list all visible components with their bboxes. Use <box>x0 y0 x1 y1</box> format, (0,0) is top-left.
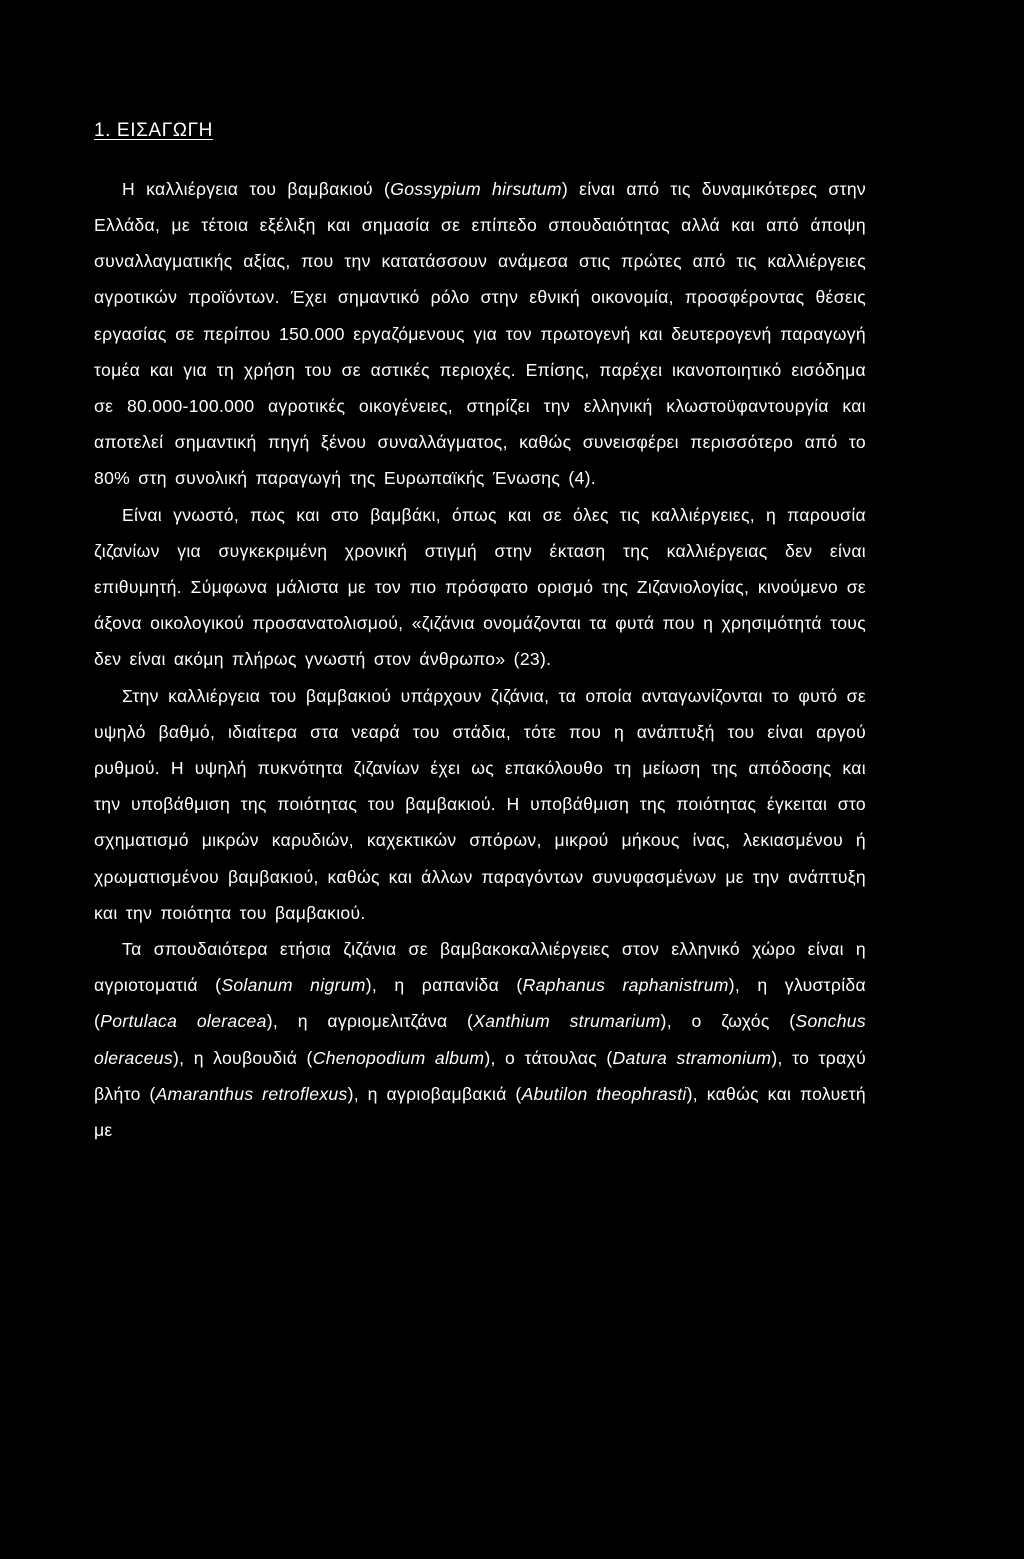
paragraph-4-text-6: ), η λουβουδιά ( <box>173 1047 313 1068</box>
paragraph-4-text-2: ), η ραπανίδα ( <box>365 975 523 996</box>
species-name-raphanus: Raphanus raphanistrum <box>522 975 729 996</box>
species-name-datura: Datura stramonium <box>612 1047 772 1068</box>
document-page <box>94 120 866 1148</box>
species-name-chenopodium: Chenopodium album <box>312 1047 485 1068</box>
species-name-abutilon: Abutilon theophrasti <box>521 1083 687 1104</box>
species-name-portulaca: Portulaca oleracea <box>100 1011 267 1032</box>
paragraph-1-part-2: ) είναι από τις δυναμικότερες στην Ελλάδα, με τέτοια εξέλιξη και σημασία σε επίπεδο σπουδαιότητας αλλά και από άποψη συναλλαγματικής αξίας, που την κατατάσσουν ανάμεσα στις πρώτες από τις καλλιέργειες αγροτικών προϊόντων. Έχει σημαντικό ρόλο στην εθνική οικονομία, προσφέροντας θέσεις εργασίας σε περίπου 150.000 εργαζόμενους για τον πρωτογενή και δευτερογενή παραγωγή τομέα και για τη χρήση του σε αστικές περιοχές. Επίσης, παρέχει ικανοποιητικό εισόδημα σε 80.000-100.000 αγροτικές οικογένειες, στηρίζει την ελληνική κλωστοϋφαντουργία και αποτελεί σημαντική πηγή ξένου συναλλάγματος, καθώς συνεισφέρει περισσότερο από το 80% στη συνολική παραγωγή της Ευρωπαϊκής Ένωσης (4). <box>94 178 866 489</box>
paragraph-4-text-9: ), η αγριοβαμβακιά ( <box>347 1083 522 1104</box>
species-name-amaranthus: Amaranthus retroflexus <box>155 1083 348 1104</box>
paragraph-4-text-4: ), η αγριομελιτζάνα ( <box>266 1011 474 1032</box>
paragraph-4-text-8: ), το τραχύ βλήτο ( <box>94 1047 866 1104</box>
paragraph-1-part-1: Η καλλιέργεια του βαμβακιού ( <box>122 178 391 199</box>
paragraph-4-text-3: ), η γλυστρίδα ( <box>94 975 866 1032</box>
paragraph-4-text-1: Τα σπουδαιότερα ετήσια ζιζάνια σε βαμβακοκαλλιέργειες στον ελληνικό χώρο είναι η αγριοτοματιά ( <box>94 939 866 996</box>
species-name-solanum: Solanum nigrum <box>221 975 366 996</box>
species-name-sonchus: Sonchus oleraceus <box>94 1011 866 1068</box>
section-title: 1. ΕΙΣΑΓΩΓΗ <box>94 120 213 141</box>
paragraph-3: Στην καλλιέργεια του βαμβακιού υπάρχουν ζιζάνια, τα οποία ανταγωνίζονται το φυτό σε υψηλό βαθμό, ιδιαίτερα στα νεαρά του στάδια, τότε που η ανάπτυξή του είναι αργού ρυθμού. Η υψηλή πυκνότητα ζιζανίων έχει ως επακόλουθο τη μείωση της απόδοσης και την υποβάθμιση της ποιότητας του βαμβακιού. Η υποβάθμιση της ποιότητας έγκειται στο σχηματισμό μικρών καρυδιών, καχεκτικών σπόρων, μικρού μήκους ίνας, λεκιασμένου ή χρωματισμένου βαμβακιού, καθώς και άλλων παραγόντων συνυφασμένων με την ανάπτυξη και την ποιότητα του βαμβακιού. <box>94 685 866 923</box>
paragraph-2: Είναι γνωστό, πως και στο βαμβάκι, όπως και σε όλες τις καλλιέργειες, η παρουσία ζιζανίων για συγκεκριμένη χρονική στιγμή στην έκταση της καλλιέργειας δεν είναι επιθυμητή. Σύμφωνα μάλιστα με τον πιο πρόσφατο ορισμό της Ζιζανιολογίας, κινούμενο σε άξονα οικολογικού προσανατολισμού, «ζιζάνια ονομάζονται τα φυτά που η χρησιμότητά τους δεν είναι ακόμη πλήρως γνωστή στον άνθρωπο» (23). <box>94 504 866 670</box>
paragraph-4-text-7: ), ο τάτουλας ( <box>484 1047 613 1068</box>
paragraph-4-text-10: ), καθώς και πολυετή με <box>94 1083 866 1141</box>
species-name-gossypium: Gossypium hirsutum <box>390 178 562 199</box>
species-name-xanthium: Xanthium strumarium <box>473 1011 661 1032</box>
paragraph-4 <box>94 931 866 1148</box>
paragraph-1 <box>94 171 866 497</box>
paragraph-4-text-5: ), ο ζωχός ( <box>660 1011 796 1032</box>
